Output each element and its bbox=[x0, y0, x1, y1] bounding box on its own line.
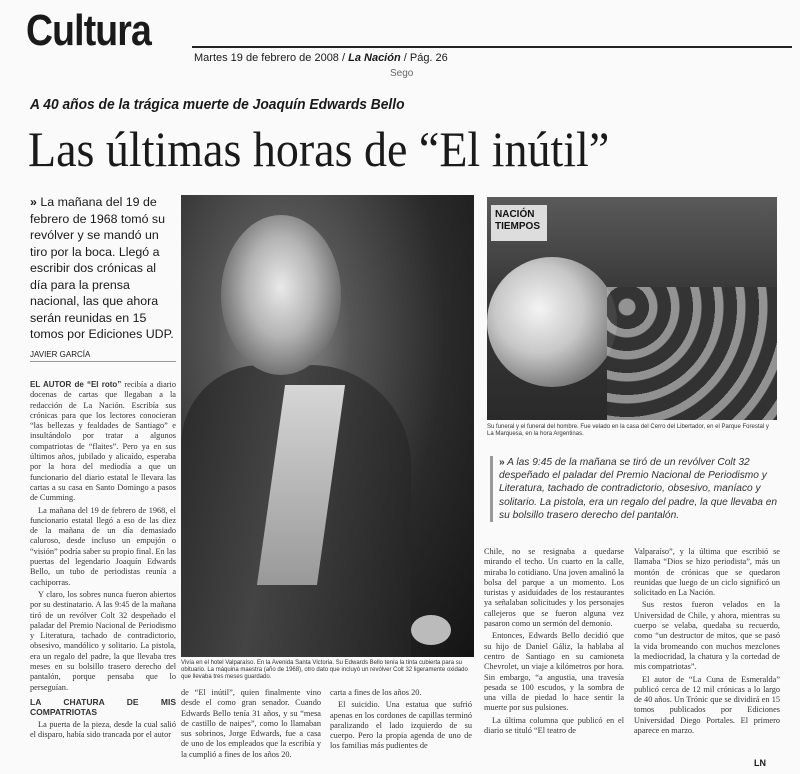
col1-p1 bbox=[30, 380, 176, 504]
section-title: Cultura bbox=[26, 6, 151, 55]
column-2 bbox=[181, 688, 321, 770]
pull-quote bbox=[490, 456, 778, 522]
col1-p1-text: recibía a diario docenas de cartas que llegaban a la redacción de La Nación. Escribía sus crónicas para que los lectores conocieran “las bellezas y fealdades de Santiago” e insultándolo por tratar a algunos compatriotas de “flaites”. Pero ya en sus últimos años, jubilado y alicaído, esperaba por la hora del mediodía a que un funcionario del diario estatal le llevara las cartas a su casa en Santo Domingo a pasos de Cumming. bbox=[30, 380, 176, 503]
col5-p1: Valparaíso”, y la última que escribió se llamaba “Dios se hizo periodista”, más un montón de crónicas que se quedaron reunidas que luego de un ciclo significó un solicitado en La Nación. bbox=[634, 547, 780, 598]
main-photo bbox=[181, 195, 474, 657]
col1-p3: Y claro, los sobres nunca fueron abiertos por su destinatario. A las 9:45 de la mañana tiró de un revólver Colt 32 despeñado el paladar del Premio Nacional de Periodismo y Literatura, tachado de contradictorio, obsesivo, mandólico y solitario. La pistola, era un regalo del padre, la que llevaba tres meses en su bolsillo trasero derecho del pantalón, porque pensaba que lo perseguían. bbox=[30, 589, 176, 692]
lead-text: La mañana del 19 de febrero de 1968 tomó su revólver y se mandó un tiro por la boca. Llegó a escribir dos crónicas al día para la prensa nacional, las que ahora serán reunidas en 15 tomos por Ediciones UDP. bbox=[30, 195, 174, 341]
col5-p3: El autor de “La Cuna de Esmeralda” publicó cerca de 12 mil crónicas a lo largo de 40 años. Un Trónic que se dividirá en 15 tomos publicados por Ediciones Universidad Diego Portales. El primero aparece en marzo. bbox=[634, 674, 780, 736]
column-5 bbox=[634, 547, 780, 761]
col4-p2: Entonces, Edwards Bello decidió que su hijo de Daniel Gáliz, la hablaba al centro de Santiago en su camioneta Chevrolet, un viaje a kilómetros por hora. Sin embargo, “a angustia, una travesía pesada se 100 escudos, y la sombra de una villa de piedad lo hace sentir la muerte por sus pulsiones. bbox=[484, 631, 624, 713]
pullquote-arrow: » bbox=[499, 457, 505, 468]
col1-lead-in: EL AUTOR de “El roto” bbox=[30, 380, 122, 389]
article-kicker: A 40 años de la trágica muerte de Joaquín Edwards Bello bbox=[30, 96, 405, 113]
dateline: Martes 19 de febrero de 2008 / La Nación / Pág. 26 bbox=[194, 52, 448, 64]
col5-p2: Sus restos fueron velados en la Universidad de Chile, y ahora, mientras su cuerpo se velaba, quedaba su recuerdo, como “un destructor de mitos, que se pasó la vida bromeando con muchos mezclones la mediocridad, la chatura y la cortedad de mis compatriotas”. bbox=[634, 600, 780, 672]
col1-subhead: LA CHATURA DE MIS COMPATRIOTAS bbox=[30, 696, 176, 718]
main-photo-caption: Vivía en el hotel Valparaíso. En la Avenida Santa Victoria. Su Edwards Bello tenía la tinta cubierta para su obituario. La máquina maestra (año de 1968), otro dato que incluyó un revólver Colt 32 ligeramente oxidado que llevaba tres meses guardado. bbox=[181, 660, 468, 680]
dateline-date: Martes 19 de febrero de 2008 bbox=[194, 52, 339, 64]
funeral-photo-caption: Su funeral y el funeral del hombre. Fue velado en la casa del Cerro del Libertador, en el Parque Forestal y La Marquesa, en la hora Argentinas. bbox=[487, 424, 769, 437]
col1-p4: La puerta de la pieza, desde la cual salió el disparo, había sido trancada por el autor bbox=[30, 719, 176, 739]
column-3 bbox=[330, 688, 472, 770]
column-1 bbox=[30, 380, 176, 770]
col3-p1: carta a fines de los años 20. bbox=[330, 688, 422, 697]
byline: JAVIER GARCÍA bbox=[30, 350, 176, 362]
dateline-page: Pág. 26 bbox=[409, 52, 448, 64]
end-mark: LN bbox=[754, 758, 766, 768]
pullquote-text: A las 9:45 de la mañana se tiró de un revólver Colt 32 despeñado el paladar del Premio Nacional de Periodismo y Literatura, tachado de contradictorio, obsesivo, maníaco y solitario. La pistola, era un regalo del padre, la que llevaba en su bolsillo trasero derecho del pantalón. bbox=[499, 457, 778, 521]
col4-p3: La última columna que publicó en el diario se tituló “El teatro de bbox=[484, 715, 624, 736]
dateline-paper: La Nación bbox=[348, 52, 401, 64]
funeral-photo bbox=[487, 197, 777, 420]
col3-p2: El suicidio. Una estatua que sufrió apenas en los cordones de capillas terminó paralizando el lado izquierdo de su cuerpo. Pero la propia agenda de uno de los familias más pudientes de bbox=[330, 700, 472, 751]
col4-p1: Chile, no se resignaba a quedarse mirando el techo. Un cuarto en la calle, miraba lo cotidiano. Una joven amalinó la bolsa del parque a un momento. Los turistas y asiduidades de los restaurantes ya señalaban solicitudes y los personajes callejeros que se fueron alguna vez pasaron como un sermón del demonio. bbox=[484, 547, 624, 629]
col1-p2: La mañana del 19 de febrero de 1968, el funcionario estatal llegó a eso de las diez de la mañana de un día demasiado caluroso, desde incluso un empujón o “visión” podría saber su propio final. En las puertas del legendario Joaquín Edwards Bello, un tubo de periodistas reunía a cachiporras. bbox=[30, 505, 176, 587]
article-lead bbox=[30, 194, 176, 343]
lead-arrow: » bbox=[30, 195, 37, 209]
col2-p1: de “El inútil”, quien finalmente vino desde el como gran senador. Cuando Edwards Bello tenía 31 años, y su “mesa de castillo de naipes”, como lo llamaban sus sobrinos, Jorge Edwards, fue a casa de uno de los empleados que la escribía y la cumplió a fines de los años 20. bbox=[181, 688, 321, 759]
article-headline: Las últimas horas de “El inútil” bbox=[28, 121, 610, 177]
newspaper-sign: NACIÓN TIEMPOS bbox=[491, 205, 547, 241]
handwritten-note: Sego bbox=[390, 68, 414, 79]
column-4 bbox=[484, 547, 624, 771]
header-rule bbox=[192, 46, 792, 48]
